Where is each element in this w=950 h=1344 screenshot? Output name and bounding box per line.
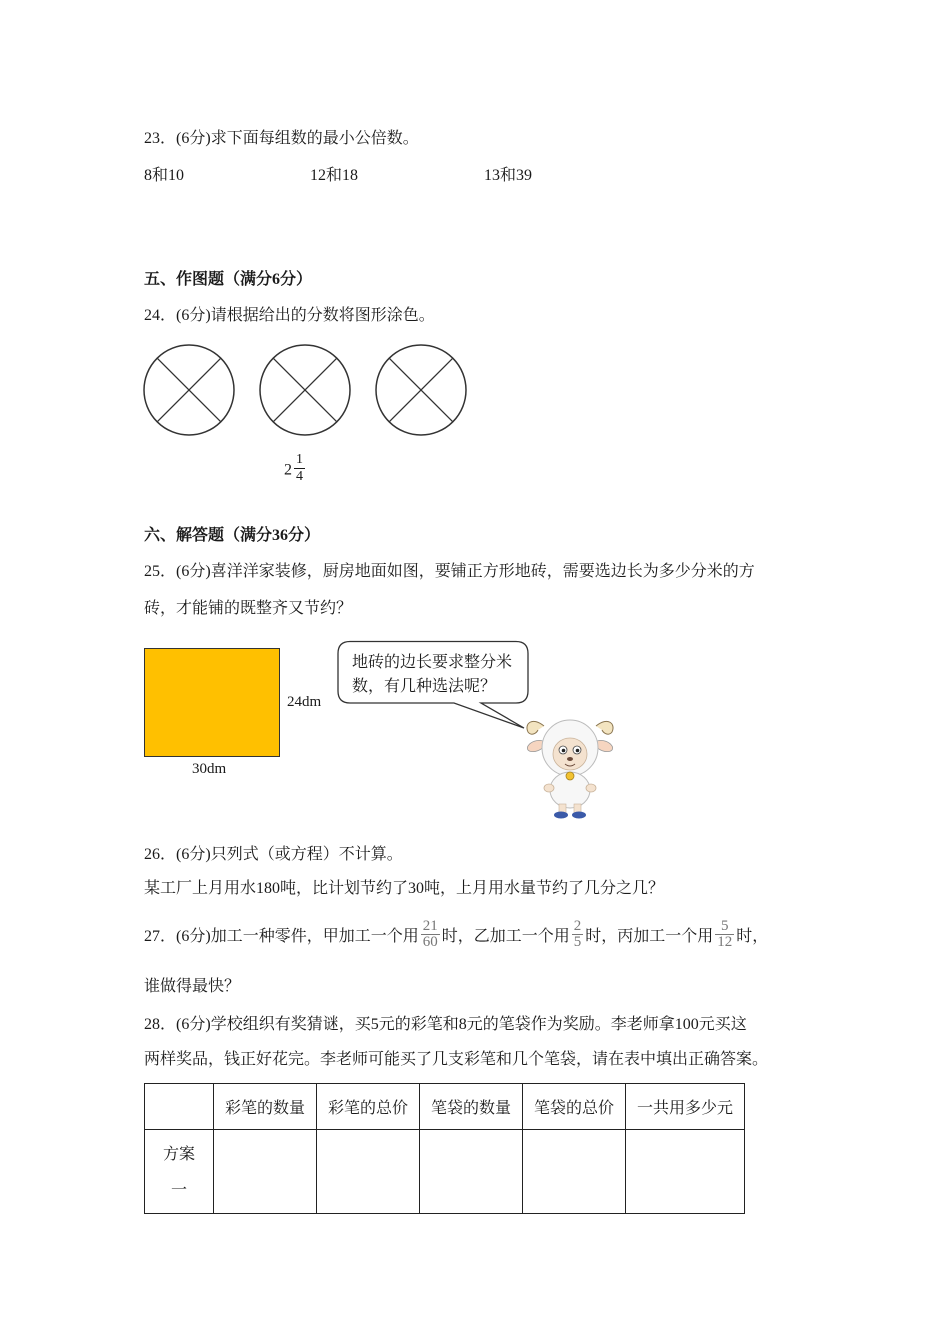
question-28-line-2: 两样奖品，钱正好花完。李老师可能买了几支彩笔和几个笔袋，请在表中填出正确答案。 — [144, 1049, 769, 1068]
number: 8 — [144, 167, 152, 184]
width-label: 30dm — [192, 761, 227, 777]
question-score: (6分) — [176, 563, 211, 580]
conjunction: 和 — [326, 165, 343, 184]
text: 某工厂上月用水 — [144, 878, 257, 897]
question-score: (6分) — [176, 846, 211, 863]
table-header-cell: 笔袋的数量 — [420, 1084, 523, 1130]
question-score: (6分) — [176, 307, 211, 324]
answer-cell-bag-total[interactable] — [523, 1130, 626, 1214]
numerator: 21 — [422, 918, 438, 934]
denominator: 60 — [422, 934, 438, 950]
text: 元的笔袋作为奖励。李老师拿 — [466, 1014, 675, 1033]
number: 10 — [168, 167, 185, 184]
question-score: (6分) — [176, 1016, 211, 1033]
table-header-cell: 笔袋的总价 — [523, 1084, 626, 1130]
row-label-line-1: 方案 — [162, 1143, 195, 1163]
answer-cell-grand-total[interactable] — [626, 1130, 745, 1214]
number: 8 — [458, 1016, 467, 1033]
lcm-group-2 — [310, 165, 358, 186]
text: 吨，比计划节约了 — [280, 878, 409, 897]
row-label-cell — [145, 1130, 214, 1214]
question-number: 26． — [144, 846, 177, 863]
question-number: 23． — [144, 130, 177, 147]
question-27-line-1 — [144, 916, 768, 957]
text: 时， — [736, 926, 769, 945]
sheep-character-illustration — [522, 712, 618, 820]
table-header-row — [145, 1084, 745, 1130]
answer-cell-pen-total[interactable] — [317, 1130, 420, 1214]
question-26 — [144, 844, 403, 865]
whole-part: 2 — [284, 461, 292, 479]
question-24 — [144, 305, 435, 326]
text: 时，乙加工一个用 — [441, 926, 570, 945]
numerator: 2 — [573, 918, 582, 934]
conjunction: 和 — [500, 165, 517, 184]
question-text: 求下面每组数的最小公倍数。 — [210, 128, 419, 147]
conjunction: 和 — [152, 165, 169, 184]
text: 元买这 — [698, 1014, 747, 1033]
circle-3 — [376, 345, 466, 435]
text: 加工一种零件，甲加工一个用 — [210, 926, 419, 945]
question-27-line-2: 谁做得最快？ — [144, 976, 241, 995]
number: 18 — [342, 167, 359, 184]
bubble-text-line-2: 数，有几种选法呢？ — [352, 676, 497, 695]
table-header-cell — [145, 1084, 214, 1130]
text: 学校组织有奖猜谜，买 — [210, 1014, 371, 1033]
section-title: 五、作图题（满分 — [144, 269, 273, 288]
number: 12 — [310, 167, 326, 184]
fraction-1 — [421, 919, 440, 950]
circle-2 — [260, 345, 350, 435]
denominator: 12 — [717, 934, 733, 950]
question-score: (6分) — [176, 130, 211, 147]
question-number: 27． — [144, 928, 177, 945]
height-label: 24dm — [287, 694, 322, 710]
fraction-3 — [715, 919, 734, 950]
text: 元的彩笔和 — [378, 1014, 459, 1033]
question-number: 24． — [144, 307, 177, 324]
question-text: 喜洋洋家装修，厨房地面如图，要铺正方形地砖，需要选边长为多少分米的方 — [210, 561, 755, 580]
circle-1 — [144, 345, 234, 435]
fraction — [294, 452, 305, 485]
section-heading-6 — [144, 525, 320, 546]
answer-cell-bag-count[interactable] — [420, 1130, 523, 1214]
fraction-2 — [572, 919, 584, 950]
section-title-end: 分） — [280, 269, 313, 288]
section-title: 六、解答题（满分 — [144, 525, 273, 544]
bubble-text-line-1: 地砖的边长要求整分米 — [352, 652, 513, 671]
table-header-cell: 彩笔的总价 — [317, 1084, 420, 1130]
question-text: 只列式（或方程）不计算。 — [210, 844, 403, 863]
lcm-group-1 — [144, 165, 184, 186]
question-28-line-1 — [144, 1014, 747, 1035]
question-23 — [144, 128, 419, 149]
question-25-line-2: 砖，才能铺的既整齐又节约？ — [144, 598, 353, 617]
question-25-line-1 — [144, 561, 755, 582]
section-score: 6 — [272, 271, 281, 288]
number: 13 — [484, 167, 500, 184]
text: 时，丙加工一个用 — [585, 926, 714, 945]
numerator: 1 — [296, 452, 303, 467]
question-number: 25． — [144, 563, 177, 580]
number: 39 — [516, 167, 533, 184]
table-header-cell: 彩笔的数量 — [214, 1084, 317, 1130]
question-score: (6分) — [176, 928, 211, 945]
denominator: 4 — [296, 469, 303, 484]
section-heading-5 — [144, 269, 312, 290]
question-26-body — [144, 878, 664, 899]
kitchen-floor-rectangle — [144, 648, 280, 757]
question-text: 请根据给出的分数将图形涂色。 — [210, 305, 435, 324]
answer-table — [144, 1083, 745, 1214]
lcm-group-3 — [484, 165, 532, 186]
answer-cell-pen-count[interactable] — [214, 1130, 317, 1214]
circle-diagram-group — [138, 340, 478, 442]
table-row — [145, 1130, 745, 1214]
text: 吨，上月用水量节约了几分之几？ — [424, 878, 665, 897]
denominator: 5 — [573, 934, 582, 950]
number: 100 — [674, 1016, 699, 1033]
number: 180 — [256, 880, 281, 897]
numerator: 5 — [715, 919, 734, 935]
mixed-fraction — [284, 454, 307, 487]
section-title-end: 分） — [288, 525, 321, 544]
question-number: 28． — [144, 1016, 177, 1033]
table-header-cell: 一共用多少元 — [626, 1084, 745, 1130]
number: 30 — [408, 880, 425, 897]
section-score: 36 — [272, 527, 289, 544]
row-label-line-2: 一 — [170, 1179, 187, 1199]
number: 5 — [370, 1016, 379, 1033]
